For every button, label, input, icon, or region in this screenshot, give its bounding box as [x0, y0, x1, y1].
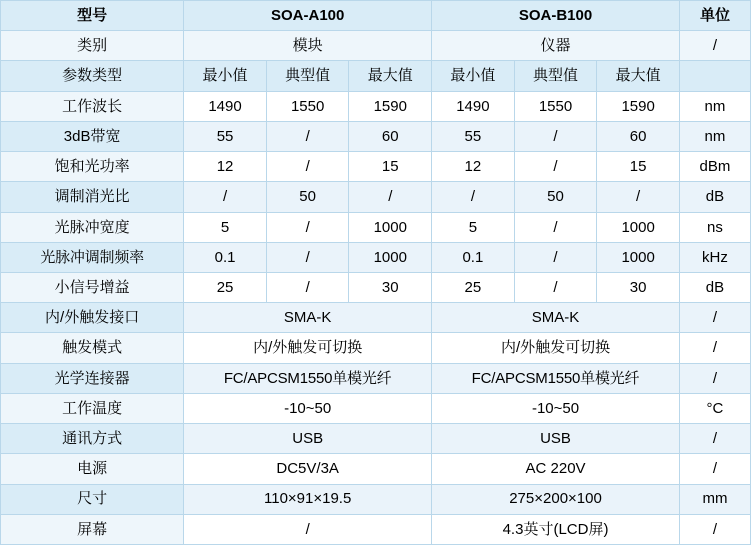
table-row — [1, 212, 751, 242]
cell-b-typ-header: 典型值 — [514, 61, 597, 91]
cell-unit: / — [679, 333, 750, 363]
table-row — [1, 484, 751, 514]
cell-value: / — [514, 152, 597, 182]
cell-value: 1550 — [514, 91, 597, 121]
table-row — [1, 152, 751, 182]
cell-a-min-header: 最小值 — [184, 61, 267, 91]
table-row — [1, 333, 751, 363]
table-row — [1, 393, 751, 423]
cell-value: 15 — [597, 152, 680, 182]
cell-value-a: 内/外触发可切换 — [184, 333, 432, 363]
cell-unit: nm — [679, 121, 750, 151]
row-label: 电源 — [1, 454, 184, 484]
cell-value-a: USB — [184, 424, 432, 454]
cell-value: 5 — [432, 212, 515, 242]
cell-model-label: 型号 — [1, 1, 184, 31]
table-row-parameter-type — [1, 61, 751, 91]
row-label: 工作温度 — [1, 393, 184, 423]
cell-b-max-header: 最大值 — [597, 61, 680, 91]
cell-category-b: 仪器 — [432, 31, 680, 61]
table-row — [1, 363, 751, 393]
cell-value: / — [514, 121, 597, 151]
cell-value-a: DC5V/3A — [184, 454, 432, 484]
cell-category-label: 类别 — [1, 31, 184, 61]
cell-unit: °C — [679, 393, 750, 423]
cell-value: 30 — [597, 272, 680, 302]
table-row — [1, 514, 751, 544]
cell-value: 1000 — [597, 242, 680, 272]
cell-value: 1000 — [349, 212, 432, 242]
row-label: 饱和光功率 — [1, 152, 184, 182]
table-row — [1, 182, 751, 212]
table-row — [1, 121, 751, 151]
cell-value: 1590 — [597, 91, 680, 121]
cell-unit: / — [679, 303, 750, 333]
row-label: 工作波长 — [1, 91, 184, 121]
cell-value: 1490 — [432, 91, 515, 121]
row-label: 内/外触发接口 — [1, 303, 184, 333]
table-row — [1, 91, 751, 121]
cell-value: 25 — [432, 272, 515, 302]
cell-model-b: SOA-B100 — [432, 1, 680, 31]
cell-value: 50 — [266, 182, 349, 212]
cell-value: 25 — [184, 272, 267, 302]
cell-parameter-type-label: 参数类型 — [1, 61, 184, 91]
cell-value: 12 — [432, 152, 515, 182]
cell-value: 1550 — [266, 91, 349, 121]
cell-value-b: USB — [432, 424, 680, 454]
cell-category-a: 模块 — [184, 31, 432, 61]
cell-value-a: 110×91×19.5 — [184, 484, 432, 514]
row-label: 3dB带宽 — [1, 121, 184, 151]
cell-unit: dB — [679, 182, 750, 212]
table-row — [1, 303, 751, 333]
cell-unit: dB — [679, 272, 750, 302]
cell-value-b: FC/APCSM1550单模光纤 — [432, 363, 680, 393]
cell-value: 1000 — [597, 212, 680, 242]
cell-unit: / — [679, 424, 750, 454]
cell-value: 50 — [514, 182, 597, 212]
row-label: 调制消光比 — [1, 182, 184, 212]
cell-value: / — [514, 272, 597, 302]
cell-value: 1590 — [349, 91, 432, 121]
cell-value: / — [349, 182, 432, 212]
cell-unit: dBm — [679, 152, 750, 182]
cell-a-max-header: 最大值 — [349, 61, 432, 91]
cell-value: 0.1 — [432, 242, 515, 272]
cell-unit: ns — [679, 212, 750, 242]
cell-value-b: 4.3英寸(LCD屏) — [432, 514, 680, 544]
cell-value: 5 — [184, 212, 267, 242]
row-label: 光脉冲宽度 — [1, 212, 184, 242]
table-row — [1, 272, 751, 302]
cell-value: / — [514, 242, 597, 272]
table-row — [1, 242, 751, 272]
cell-value: / — [266, 272, 349, 302]
cell-unit: / — [679, 454, 750, 484]
cell-parameter-type-unit — [679, 61, 750, 91]
cell-value-b: AC 220V — [432, 454, 680, 484]
cell-value: 60 — [349, 121, 432, 151]
table-row-category — [1, 31, 751, 61]
cell-value-b: 内/外触发可切换 — [432, 333, 680, 363]
cell-value: / — [266, 212, 349, 242]
row-label: 光脉冲调制频率 — [1, 242, 184, 272]
cell-unit-header: 单位 — [679, 1, 750, 31]
cell-value-a: FC/APCSM1550单模光纤 — [184, 363, 432, 393]
cell-value: 30 — [349, 272, 432, 302]
cell-value: / — [266, 152, 349, 182]
row-label: 通讯方式 — [1, 424, 184, 454]
cell-value: 55 — [432, 121, 515, 151]
cell-value: 15 — [349, 152, 432, 182]
cell-b-min-header: 最小值 — [432, 61, 515, 91]
cell-value-a: -10~50 — [184, 393, 432, 423]
cell-value-a: SMA-K — [184, 303, 432, 333]
cell-a-typ-header: 典型值 — [266, 61, 349, 91]
row-label: 屏幕 — [1, 514, 184, 544]
cell-unit: / — [679, 363, 750, 393]
cell-value-a: / — [184, 514, 432, 544]
cell-value: / — [184, 182, 267, 212]
cell-value: 0.1 — [184, 242, 267, 272]
cell-value: 60 — [597, 121, 680, 151]
row-label: 小信号增益 — [1, 272, 184, 302]
cell-value: 12 — [184, 152, 267, 182]
cell-unit: / — [679, 514, 750, 544]
cell-value: / — [514, 212, 597, 242]
cell-unit: nm — [679, 91, 750, 121]
cell-value: / — [266, 242, 349, 272]
cell-value: / — [597, 182, 680, 212]
cell-value: / — [266, 121, 349, 151]
cell-value-b: SMA-K — [432, 303, 680, 333]
table-row-model — [1, 1, 751, 31]
cell-unit: mm — [679, 484, 750, 514]
row-label: 触发模式 — [1, 333, 184, 363]
row-label: 尺寸 — [1, 484, 184, 514]
cell-category-unit: / — [679, 31, 750, 61]
cell-value: 1490 — [184, 91, 267, 121]
cell-value: 55 — [184, 121, 267, 151]
cell-value: / — [432, 182, 515, 212]
cell-unit: kHz — [679, 242, 750, 272]
table-row — [1, 424, 751, 454]
cell-model-a: SOA-A100 — [184, 1, 432, 31]
table-row — [1, 454, 751, 484]
cell-value-b: 275×200×100 — [432, 484, 680, 514]
row-label: 光学连接器 — [1, 363, 184, 393]
cell-value-b: -10~50 — [432, 393, 680, 423]
cell-value: 1000 — [349, 242, 432, 272]
